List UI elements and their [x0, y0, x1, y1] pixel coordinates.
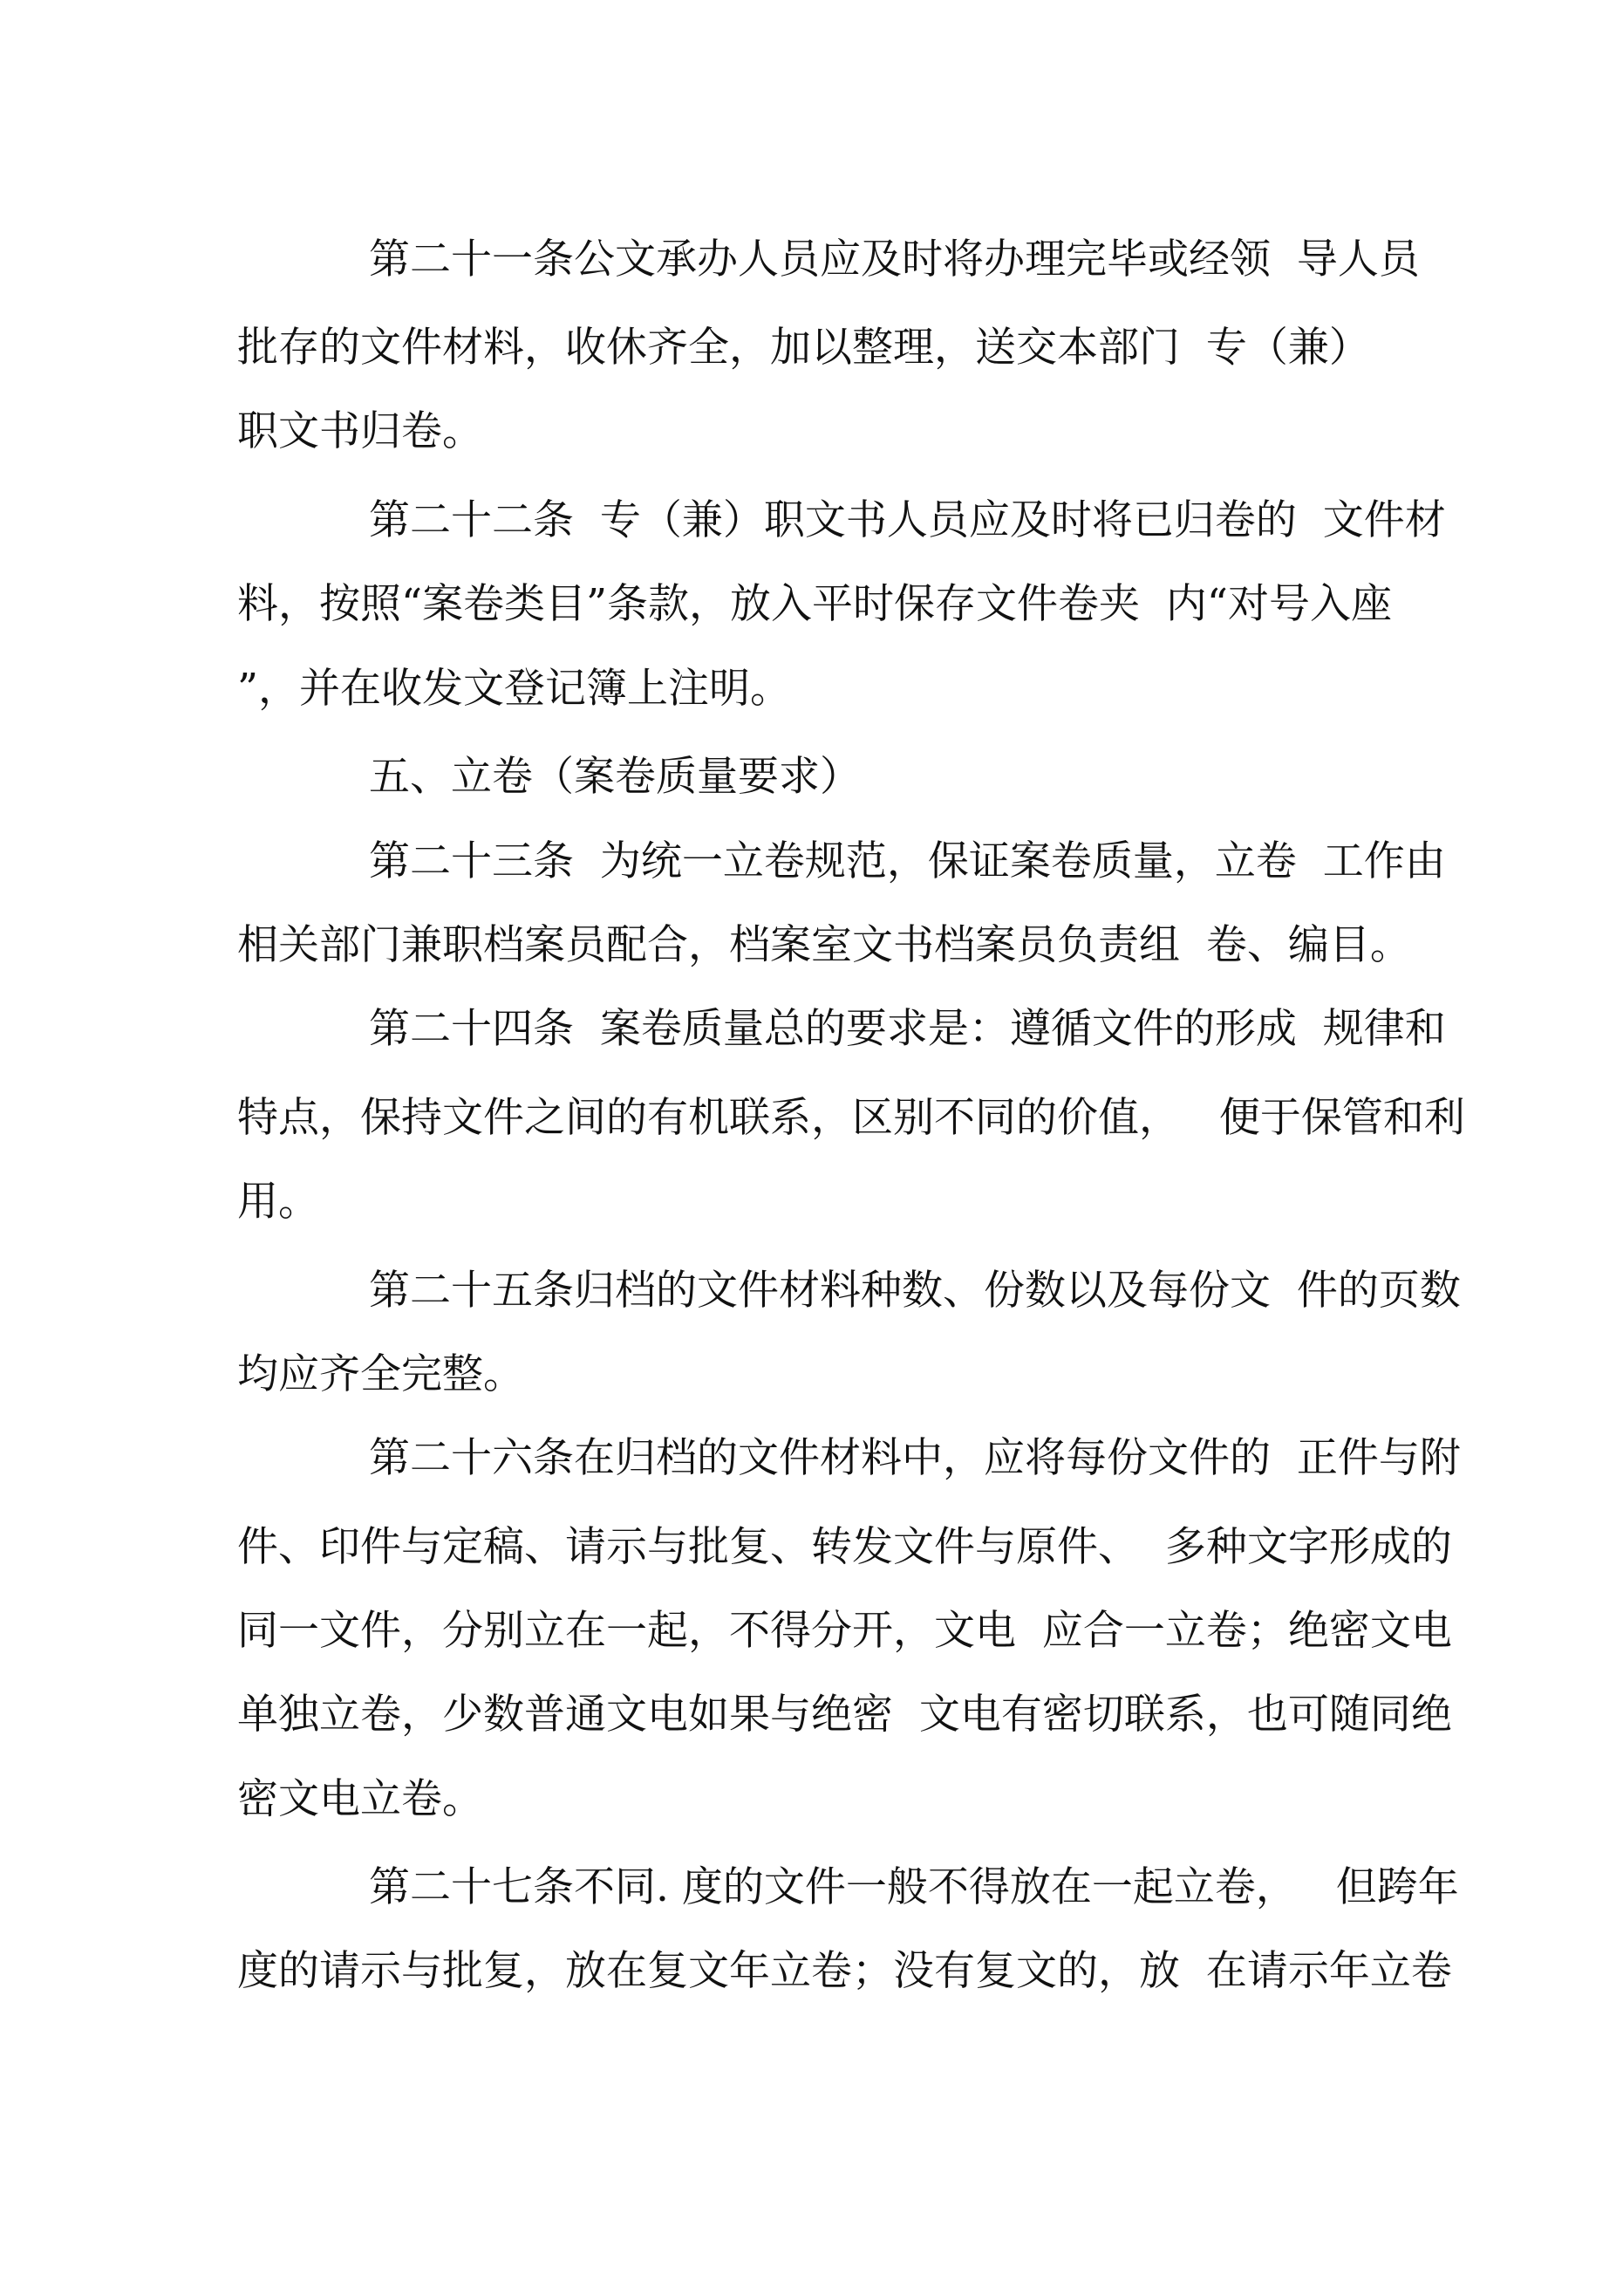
text-line: 相关部门兼职档案员配合，档案室文书档案员负责组 卷、编目。 — [237, 921, 1411, 969]
text-line: 度的请示与批复，放在复文年立卷；没有复文的，放 在请示年立卷 — [237, 1947, 1452, 1995]
text-line: 密文电立卷。 — [237, 1775, 483, 1823]
text-line: 第二十二条 专（兼）职文书人员应及时将已归卷的 文件材 — [369, 496, 1446, 544]
text-line: 第二十六条在归档的文件材料中，应将每份文件的 正件与附 — [369, 1434, 1461, 1482]
text-line: 特点，保持文件之间的有机联系，区别不同的价值， 便于保管和利 — [237, 1094, 1465, 1142]
text-line: 件、印件与定稿、请示与批复、转发文件与原件、 多种文字形成的 — [237, 1523, 1452, 1571]
text-line: 批存的文件材料，收休齐全，加以整理，送交本部门 专（兼） — [237, 324, 1370, 372]
text-line: 均应齐全完整。 — [237, 1350, 524, 1398]
text-line: 单独立卷，少数普通文电如果与绝密 文电有密切联系，也可随同绝 — [237, 1691, 1452, 1739]
text-line: 同一文件，分别立在一起，不得分开，文电 应合一立卷；绝密文电 — [237, 1607, 1452, 1655]
text-line: 第二十五条归档的文件材料种数、份数以及每份文 件的页数 — [369, 1267, 1461, 1315]
text-line: 用。 — [237, 1178, 319, 1226]
text-line: 第二十四条 案卷质量总的要求是：遵循文件的形成 规律和 — [369, 1005, 1446, 1053]
text-line: 料，按照“案卷类目”条款，放入平时保存文件卷夹 内“对号入座 — [237, 580, 1392, 628]
text-line: ”，并在收发文登记簿上注明。 — [237, 665, 792, 713]
text-line: 职文书归卷。 — [237, 407, 483, 455]
text-line: 第二十七条不同. 度的文件一般不得放在一起立卷， 但跨年 — [369, 1863, 1459, 1911]
text-line: 第二十一条公文承办人员应及时将办理完毕或经领 导人员 — [369, 236, 1420, 284]
section-heading: 五、立卷（案卷质量要求） — [369, 753, 861, 801]
text-line: 第二十三条 为统一立卷规范，保证案卷质量，立卷 工作由 — [369, 837, 1446, 885]
